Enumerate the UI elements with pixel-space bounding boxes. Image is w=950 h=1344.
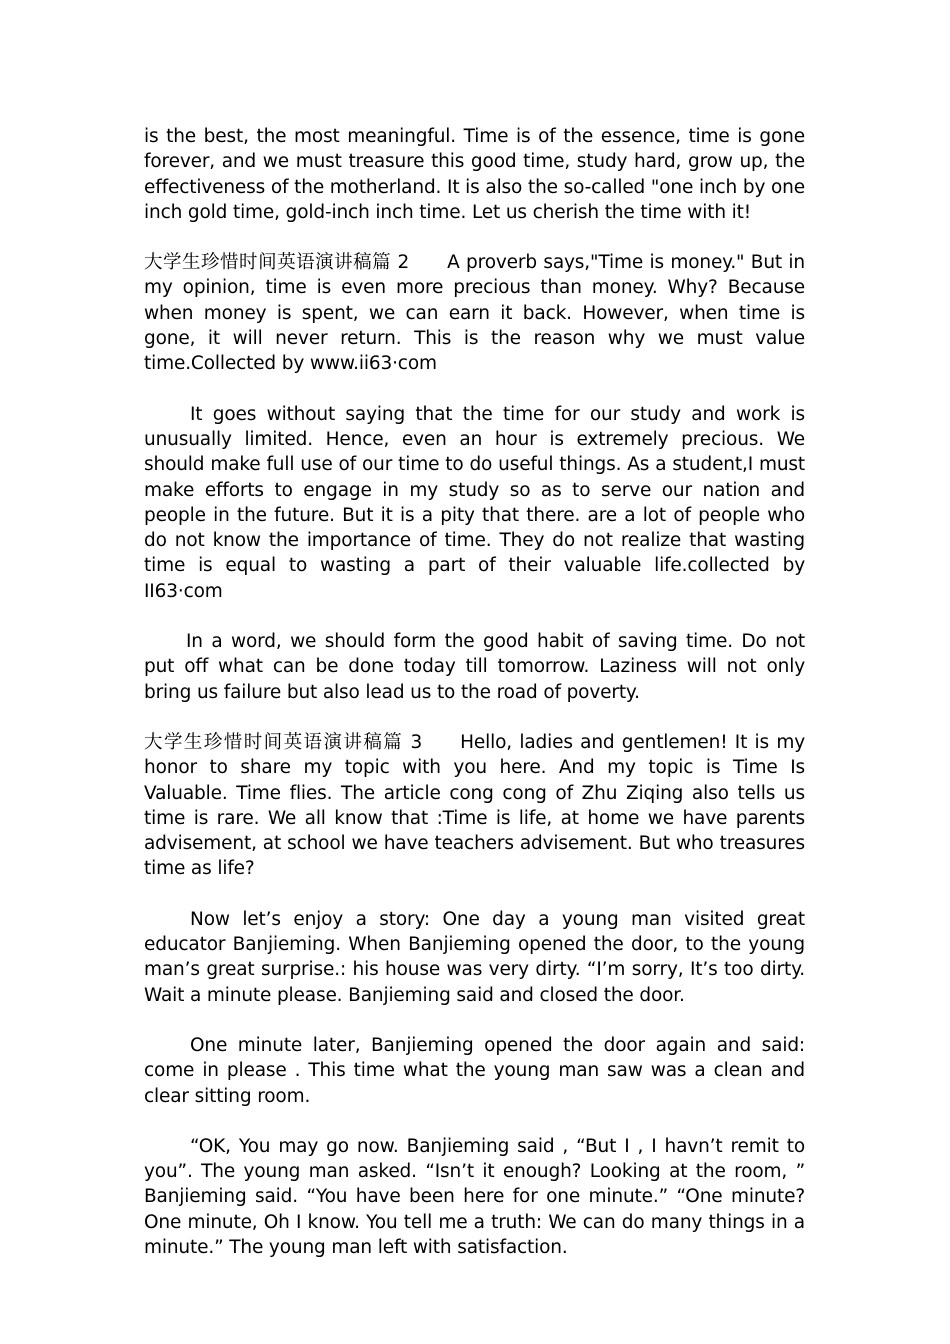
- paragraph-1: [144, 124, 805, 225]
- paragraph-2: [144, 250, 805, 376]
- paragraph-3: [144, 402, 805, 604]
- paragraph-7: [144, 1033, 805, 1109]
- paragraph-8: [144, 1134, 805, 1260]
- paragraph-text: is the best, the most meaningful. Time is of the essence, time is gone forever, and we must treasure this good time, study hard, grow up, the effectiveness of the motherland. It is also the so-called "one inch by one inch gold time, gold-inch inch time. Let us cherish the time with it!: [144, 126, 805, 223]
- section-heading: 大学生珍惜时间英语演讲稿篇 2: [144, 252, 410, 274]
- paragraph-text: “OK, You may go now. Banjieming said , “But I , I havn’t remit to you”. The young man asked. “Isn’t it enough? Looking at the room, ” Banjieming said. “You have been here for one minute.” “One minute? One minute, Oh I know. You tell me a truth: We can do many things in a minute.” The young man left with satisfaction.: [144, 1135, 805, 1258]
- paragraph-text: A proverb says,"Time is money." But in my opinion, time is even more precious than money. Why? Because when money is spent, we can earn it back. However, when time is gone, it will never return. This is the reason why we must value time.Collected by www.ii63·com: [144, 252, 805, 375]
- section-heading: 大学生珍惜时间英语演讲稿篇 3: [144, 731, 423, 753]
- paragraph-text: Now let’s enjoy a story: One day a young man visited great educator Banjieming. When Banjieming opened the door, to the young man’s great surprise.: his house was very dirty. “I’m sorry, It’s too dirty. Wait a minute please. Banjieming said and closed the door.: [144, 908, 805, 1006]
- paragraph-text: Hello, ladies and gentlemen! It is my honor to share my topic with you here. And my topic is Time Is Valuable. Time flies. The article cong cong of Zhu Ziqing also tells us time is rare. We all know that :Time is life, at home we have parents advisement, at school we have teachers advisement. But who treasures time as life?: [144, 731, 805, 880]
- paragraph-text: One minute later, Banjieming opened the door again and said: come in please . This time what the young man saw was a clean and clear sitting room.: [144, 1034, 805, 1107]
- paragraph-6: [144, 907, 805, 1008]
- paragraph-text: It goes without saying that the time for our study and work is unusually limited. Hence, even an hour is extremely precious. We should make full use of our time to do useful things. As a student,I must make efforts to engage in my study so as to serve our nation and people in the future. But it is a pity that there. are a lot of people who do not know the importance of time. They do not realize that wasting time is equal to wasting a part of their valuable life.collected by II63·com: [144, 403, 805, 602]
- paragraph-text: In a word, we should form the good habit of saving time. Do not put off what can be done today till tomorrow. Laziness will not only bring us failure but also lead us to the road of poverty.: [144, 631, 805, 703]
- paragraph-5: [144, 730, 805, 882]
- paragraph-4: [144, 629, 805, 705]
- document-body: [144, 124, 805, 1285]
